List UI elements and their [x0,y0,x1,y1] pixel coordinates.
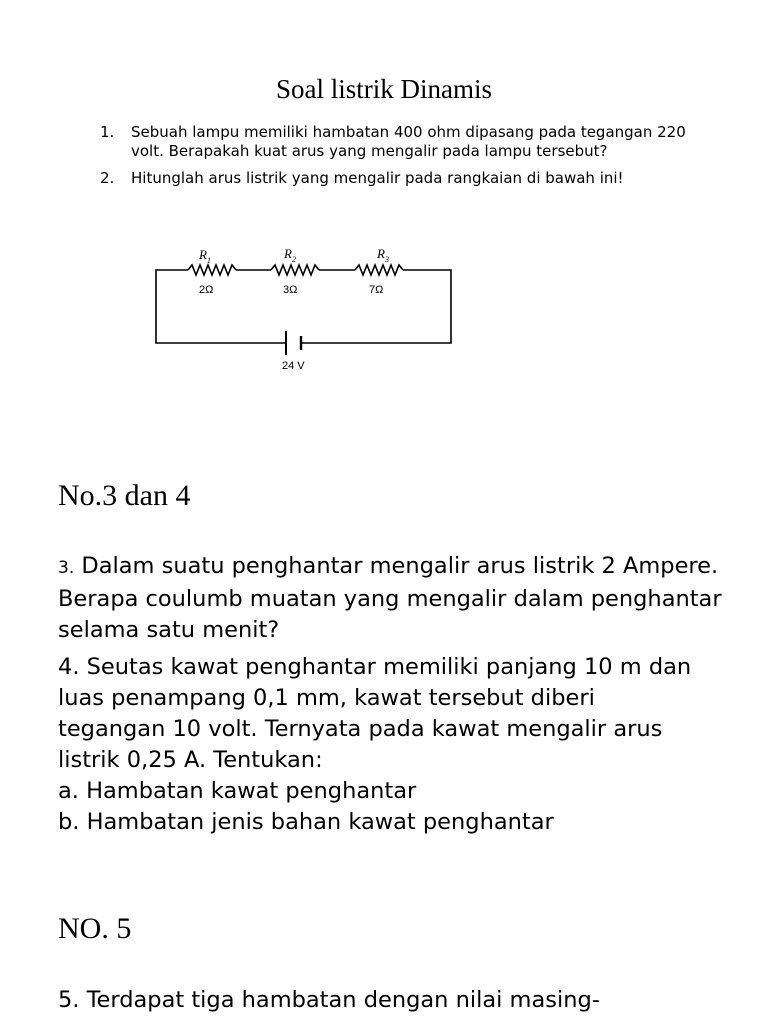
resistor-r3 [355,265,403,275]
question-2 [100,169,700,188]
answer-option-a: a. Hambatan kawat penghantar [58,778,417,804]
question-line: 4. Seutas kawat penghantar memiliki panjang 10 m dan [58,654,692,680]
question-number: 3. [58,558,75,578]
r2-value: 3Ω [283,284,298,296]
question-line: listrik 0,25 A. Tentukan: [58,747,323,773]
r1-value: 2Ω [199,284,214,296]
page-title: Soal listrik Dinamis [276,74,492,104]
wire-left [156,270,286,343]
resistor-r1 [188,265,236,275]
wire-right [301,270,451,343]
question-number: 1. [100,123,115,141]
question-5 [58,985,748,1016]
question-text: 5. Terdapat tiga hambatan dengan nilai masing- [58,987,600,1013]
r2-symbol: $R_2$ [284,246,296,264]
battery-voltage: 24 V [282,360,305,372]
r3-value: 7Ω [369,284,384,296]
resistor-r2 [271,265,319,275]
question-3 [58,551,748,646]
question-text: Sebuah lampu memiliki hambatan 400 ohm dipasang pada tegangan 220 volt. Berapakah kuat arus yang mengalir pada lampu tersebut? [131,123,686,160]
question-1 [100,123,700,161]
question-line: tegangan 10 volt. Ternyata pada kawat mengalir arus [58,716,663,742]
r3-symbol: $R_3$ [377,246,389,264]
question-text: Hitunglah arus listrik yang mengalir pada rangkaian di bawah ini! [131,169,624,187]
section-heading: NO. 5 [58,912,132,945]
question-4 [58,652,748,838]
r1-symbol: $R_1$ [199,247,211,265]
answer-option-b: b. Hambatan jenis bahan kawat penghantar [58,809,554,835]
question-number: 2. [100,169,115,187]
section-heading: No.3 dan 4 [58,479,191,512]
circuit-diagram [140,240,470,380]
question-list [100,123,700,196]
question-line: luas penampang 0,1 mm, kawat tersebut diberi [58,685,595,711]
question-text: Dalam suatu penghantar mengalir arus listrik 2 Ampere. Berapa coulumb muatan yang mengalir dalam penghantar selama satu menit? [58,553,722,643]
